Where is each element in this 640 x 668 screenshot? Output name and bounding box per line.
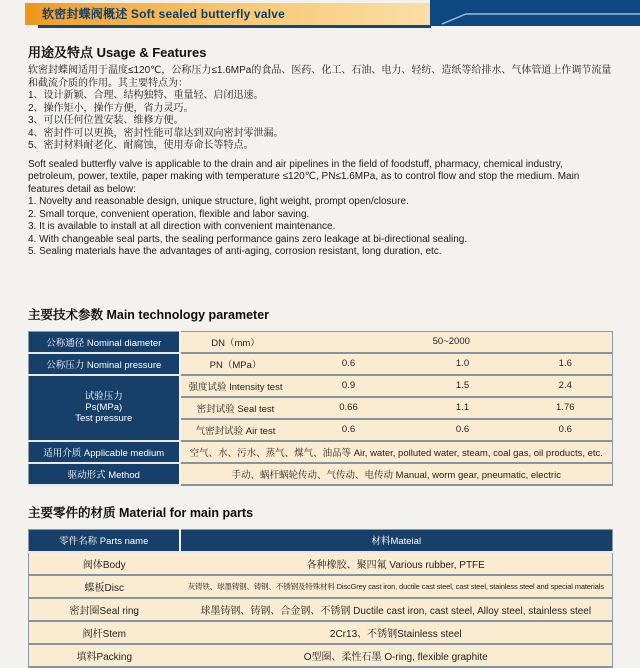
header-underline (38, 25, 431, 28)
part-cell: 填料Packing (29, 644, 180, 667)
table-row (29, 621, 613, 644)
usage-zh-item: 2、操作矩小，操作方便，省力灵巧。 (28, 102, 194, 114)
usage-en-item: 3. It is available to install at all direction with convenient maintenance. (28, 221, 336, 232)
param-cell: 密封试验 Seal test (180, 397, 291, 419)
usage-en-item: 2. Small torque, convenient operation, flexible and labor saving. (28, 208, 310, 220)
material-table (28, 529, 613, 668)
page-title: 软密封蝶阀概述 Soft sealed butterfly valve (42, 7, 286, 21)
value-cell: 0.6 (291, 353, 407, 375)
tech-heading: 主要技术参数 Main technology parameter (28, 307, 270, 322)
usage-en-item: 4. With changeable seal parts, the sealing performance gains zero leakage at bi-directional sealing. (28, 233, 468, 245)
part-cell: 阀体Body (29, 552, 180, 575)
table-row (29, 331, 613, 353)
table-row (29, 463, 613, 485)
table-row (29, 598, 613, 621)
value-cell: 1.5 (407, 375, 519, 397)
value-cell: 50~2000 (291, 331, 613, 353)
test-pressure-label-en: Test pressure (75, 413, 133, 424)
param-cell: 气密封试验 Air test (180, 419, 291, 441)
table-row (29, 353, 613, 375)
usage-list-zh (28, 90, 612, 153)
value-cell: 手动、蜗杆蜗轮传动、气传动、电传动 Manual, worm gear, pneumatic, electric (180, 463, 613, 485)
value-cell: 0.66 (291, 397, 407, 419)
table-row (29, 575, 613, 598)
usage-zh-item: 3、可以任何位置安装、维修方便。 (28, 115, 184, 126)
usage-zh-item: 5、密封材料耐老化、耐腐蚀，使用寿命长等特点。 (28, 140, 254, 151)
row-label-nominal-diameter: 公称通径 Nominal diameter (29, 331, 180, 353)
material-cell: O型圈、柔性石墨 O-ring, flexible graphite (180, 644, 613, 667)
header-title-bar (25, 3, 431, 25)
table-row (29, 441, 613, 463)
value-cell: 0.6 (291, 419, 407, 441)
column-header-parts-name: 零件名称 Parts name (29, 529, 180, 552)
value-cell: 0.9 (291, 375, 407, 397)
usage-en-item: 5. Sealing materials have the advantages of anti-aging, corrosion resistant, long duration, etc. (28, 246, 442, 257)
param-cell: 强度试验 Intensity test (180, 375, 291, 397)
part-cell: 阀杆Stem (29, 621, 180, 644)
usage-block-en (28, 159, 612, 259)
table-header-row (29, 529, 613, 552)
row-label-applicable-medium: 适用介质 Applicable medium (29, 441, 180, 463)
value-cell: 空气、水、污水、蒸气、煤气、油品等 Air, water, polluted water, steam, coal gas, oil products, etc. (180, 441, 613, 463)
material-cell: 各种橡胶、聚四氟 Various rubber, PTFE (180, 552, 613, 575)
row-label-drive-method: 驱动形式 Method (29, 463, 180, 485)
value-cell: 2.4 (519, 375, 613, 397)
usage-zh-item: 1、设计新颖、合理、结构独特、重量轻、启闭迅速。 (28, 90, 264, 101)
row-label-test-pressure (29, 375, 180, 441)
usage-zh-item: 4、密封件可以更换，密封性能可靠达到双向密封零泄漏。 (28, 127, 284, 139)
value-cell: 0.6 (519, 419, 613, 441)
test-pressure-label-zh: 试验压力 (84, 391, 123, 402)
part-cell: 密封圈Seal ring (29, 598, 180, 621)
table-row (29, 375, 613, 397)
material-cell: 球墨铸钢、铸钢、合金钢、不锈钢 Ductile cast iron, cast steel, Alloy steel, stainless steel (180, 598, 613, 621)
column-header-material: 材料Mateial (180, 529, 613, 552)
usage-en-item: 1. Novelty and reasonable design, unique structure, light weight, prompt open/closure. (28, 196, 409, 207)
value-cell: 1.0 (407, 353, 519, 375)
param-cell: DN（mm） (180, 331, 291, 353)
usage-list-en (28, 196, 612, 259)
value-cell: 1.1 (407, 397, 519, 419)
material-cell: 2Cr13、不锈钢Stainless steel (180, 621, 613, 644)
value-cell: 1.6 (519, 353, 613, 375)
test-pressure-label-unit: Ps(MPa) (85, 402, 123, 413)
header-swoosh-line (430, 0, 640, 26)
param-cell: PN（MPa） (180, 353, 291, 375)
row-label-nominal-pressure: 公称压力 Nominal pressure (29, 353, 180, 375)
table-row (29, 644, 613, 667)
usage-intro-zh: 软密封蝶阀适用于温度≤120℃，公称压力≤1.6MPa的食品、医药、化工、石油、电力、轻纺、造纸等给排水、气体管道上作调节流量和截流介质的作用。其主要特点为： (28, 65, 612, 89)
value-cell: 1.76 (519, 397, 613, 419)
usage-intro-en: Soft sealed butterfly valve is applicable to the drain and air pipelines in the field of foodstuff, pharmacy, chemical industry, petroleum, power, textile, paper making with temperature ≤120℃, PN≤1.6MPa, as to control flow and stop the medium. Main features detail as below: (28, 158, 580, 195)
part-cell: 蝶板Disc (29, 575, 180, 598)
material-cell: 灰铸铁、球墨铸钢、铸钢、不锈钢及特殊材料 DiscGrey cast iron, ductile cast steel, cast steel, stainless steel and special materials (180, 575, 613, 598)
tech-parameter-table (28, 331, 613, 486)
value-cell: 0.6 (407, 419, 519, 441)
usage-heading: 用途及特点 Usage & Features (28, 45, 207, 60)
material-heading: 主要零件的材质 Material for main parts (28, 505, 254, 520)
table-row (29, 552, 613, 575)
header-decoration-block (430, 0, 640, 26)
